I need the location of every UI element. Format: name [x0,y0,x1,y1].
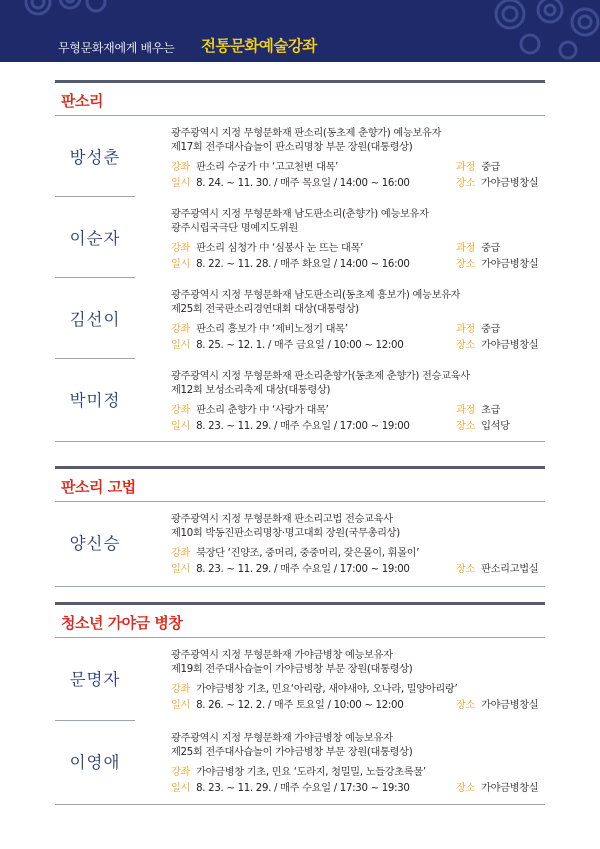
period-line [171,174,410,189]
section-title: 판소리 고법 [61,478,136,496]
place-value: 가야금병창실 [481,700,539,711]
list-item [55,116,545,195]
place-label: 장소 [456,178,476,189]
course-label: 강좌 [171,405,191,416]
instructor-name: 방성춘 [69,147,121,167]
period-label: 일시 [171,340,191,351]
place-line [456,696,538,711]
period-line [171,560,410,575]
course-label: 강좌 [171,684,191,695]
list-item [55,278,545,357]
level-value: 초급 [481,405,501,416]
section-title: 청소년 가야금 병창 [61,614,183,632]
period-label: 일시 [171,421,191,432]
course-label: 강좌 [171,324,191,335]
section-header [55,80,545,116]
level-line [456,320,500,335]
description-line: 광주광역시 지정 무형문화재 가야금병창 예능보유자 [171,733,393,744]
level-value: 중급 [481,243,501,254]
place-value: 가야금병창실 [481,783,539,794]
list-item [55,359,545,438]
course-value: 판소리 심청가 中 ‘심봉사 눈 뜨는 대목’ [196,243,364,254]
place-line [456,779,538,794]
description-line: 광주시립국극단 명예지도위원 [171,223,298,234]
instructor-name: 문명자 [69,670,121,689]
description-line: 광주광역시 지정 무형문화재 판소리춘향가(동초제 춘향가) 전승교육사 [171,371,470,382]
place-value: 가야금병창실 [481,340,539,351]
course-value: 판소리 수궁가 中 ‘고고천변 대목’ [196,162,339,173]
period-label: 일시 [171,700,191,711]
level-label: 과정 [456,324,476,335]
list-item [55,638,545,718]
divider [55,586,545,587]
section-header [55,602,545,638]
place-label: 장소 [456,340,476,351]
course-label: 강좌 [171,548,191,559]
period-line [171,696,403,711]
ornament-left-icon [18,0,108,32]
period-line [171,255,410,270]
section-pansori [55,80,545,450]
level-value: 중급 [481,324,501,335]
description-line: 제25회 전주대사습놀이 가야금병창 부문 장원(대통령상) [171,747,413,758]
course-line [171,320,348,335]
list-item [55,721,545,801]
period-value: 8. 23. ~ 11. 29. / 매주 수요일 / 17:30 ~ 19:30 [196,783,410,794]
level-line [456,401,500,416]
place-line [456,255,538,270]
period-label: 일시 [171,783,191,794]
list-item [55,197,545,276]
description-line: 광주광역시 지정 무형문화재 남도판소리(춘향가) 예능보유자 [171,209,429,220]
description-line: 광주광역시 지정 무형문화재 판소리(동초제 춘향가) 예능보유자 [171,128,442,139]
period-label: 일시 [171,259,191,270]
place-label: 장소 [456,564,476,575]
course-value: 판소리 흥보가 中 ‘제비노정기 대목’ [196,324,348,335]
place-line [456,417,510,432]
list-item [55,502,545,582]
level-label: 과정 [456,162,476,173]
divider [55,441,545,442]
place-line [456,560,538,575]
course-line [171,158,338,173]
period-label: 일시 [171,178,191,189]
place-label: 장소 [456,783,476,794]
place-line [456,174,538,189]
section-title: 판소리 [61,92,103,110]
course-line [171,239,363,254]
instructor-name: 이영애 [69,753,121,772]
place-value: 가야금병창실 [481,178,539,189]
course-line [171,680,457,695]
period-line [171,779,410,794]
section-header [55,466,545,502]
course-value: 가야금병창 기초, 민요‘아리랑, 새야새야, 오나라, 밀양아리랑’ [196,684,458,695]
section-gobeop [55,466,545,592]
course-value: 판소리 춘향가 中 ‘사랑가 대목’ [196,405,329,416]
description-line: 광주광역시 지정 무형문화재 가야금병창 예능보유자 [171,650,393,661]
instructor-name: 양신승 [69,534,121,553]
place-line [456,336,538,351]
instructor-name: 박미정 [69,390,121,410]
period-value: 8. 23. ~ 11. 29. / 매주 수요일 / 17:00 ~ 19:00 [196,421,410,432]
description-line: 제12회 보성소리축제 대상(대통령상) [171,385,331,396]
place-label: 장소 [456,700,476,711]
description-line: 제25회 전국판소리경연대회 대상(대통령상) [171,304,359,315]
section-gayageum [55,602,545,832]
level-value: 중급 [481,162,501,173]
instructor-name: 이순자 [69,228,121,248]
banner-subtitle: 무형문화재에게 배우는 [58,41,175,55]
course-line [171,763,426,778]
period-line [171,336,403,351]
description-line: 제10회 박동진판소리명창·명고대회 장원(국무총리상) [171,528,400,539]
header-banner [0,0,600,62]
course-value: 가야금병창 기초, 민요 ‘도라지, 청밀밀, 노들강초록물’ [196,767,426,778]
description-line: 제19회 전주대사습놀이 가야금병창 부문 장원(대통령상) [171,664,413,675]
instructor-name: 김선이 [69,309,121,329]
description-line: 광주광역시 지정 무형문화재 판소리고법 전승교육사 [171,514,393,525]
period-line [171,417,410,432]
level-label: 과정 [456,405,476,416]
course-label: 강좌 [171,767,191,778]
place-value: 가야금병창실 [481,259,539,270]
place-value: 판소리고법실 [481,564,539,575]
course-label: 강좌 [171,243,191,254]
level-line [456,239,500,254]
ornament-right-icon [480,0,600,62]
level-line [456,158,500,173]
level-label: 과정 [456,243,476,254]
period-value: 8. 25. ~ 12. 1. / 매주 금요일 / 10:00 ~ 12:00 [196,340,404,351]
period-label: 일시 [171,564,191,575]
course-line [171,401,329,416]
period-value: 8. 26. ~ 12. 2. / 매주 토요일 / 10:00 ~ 12:00 [196,700,404,711]
course-line [171,544,419,559]
period-value: 8. 24. ~ 11. 30. / 매주 목요일 / 14:00 ~ 16:00 [196,178,410,189]
course-label: 강좌 [171,162,191,173]
banner-title: 전통문화예술강좌 [201,37,317,55]
place-label: 장소 [456,421,476,432]
course-value: 북장단 ‘진양조, 중머리, 중중머리, 잦은몰이, 휘몰이’ [196,548,420,559]
divider [55,804,545,805]
place-value: 입석당 [481,421,510,432]
period-value: 8. 23. ~ 11. 29. / 매주 수요일 / 17:00 ~ 19:00 [196,564,410,575]
period-value: 8. 22. ~ 11. 28. / 매주 화요일 / 14:00 ~ 16:00 [196,259,410,270]
place-label: 장소 [456,259,476,270]
description-line: 광주광역시 지정 무형문화재 남도판소리(동초제 흥보가) 예능보유자 [171,290,461,301]
description-line: 제17회 전주대사습놀이 판소리명창 부문 장원(대통령상) [171,142,413,153]
